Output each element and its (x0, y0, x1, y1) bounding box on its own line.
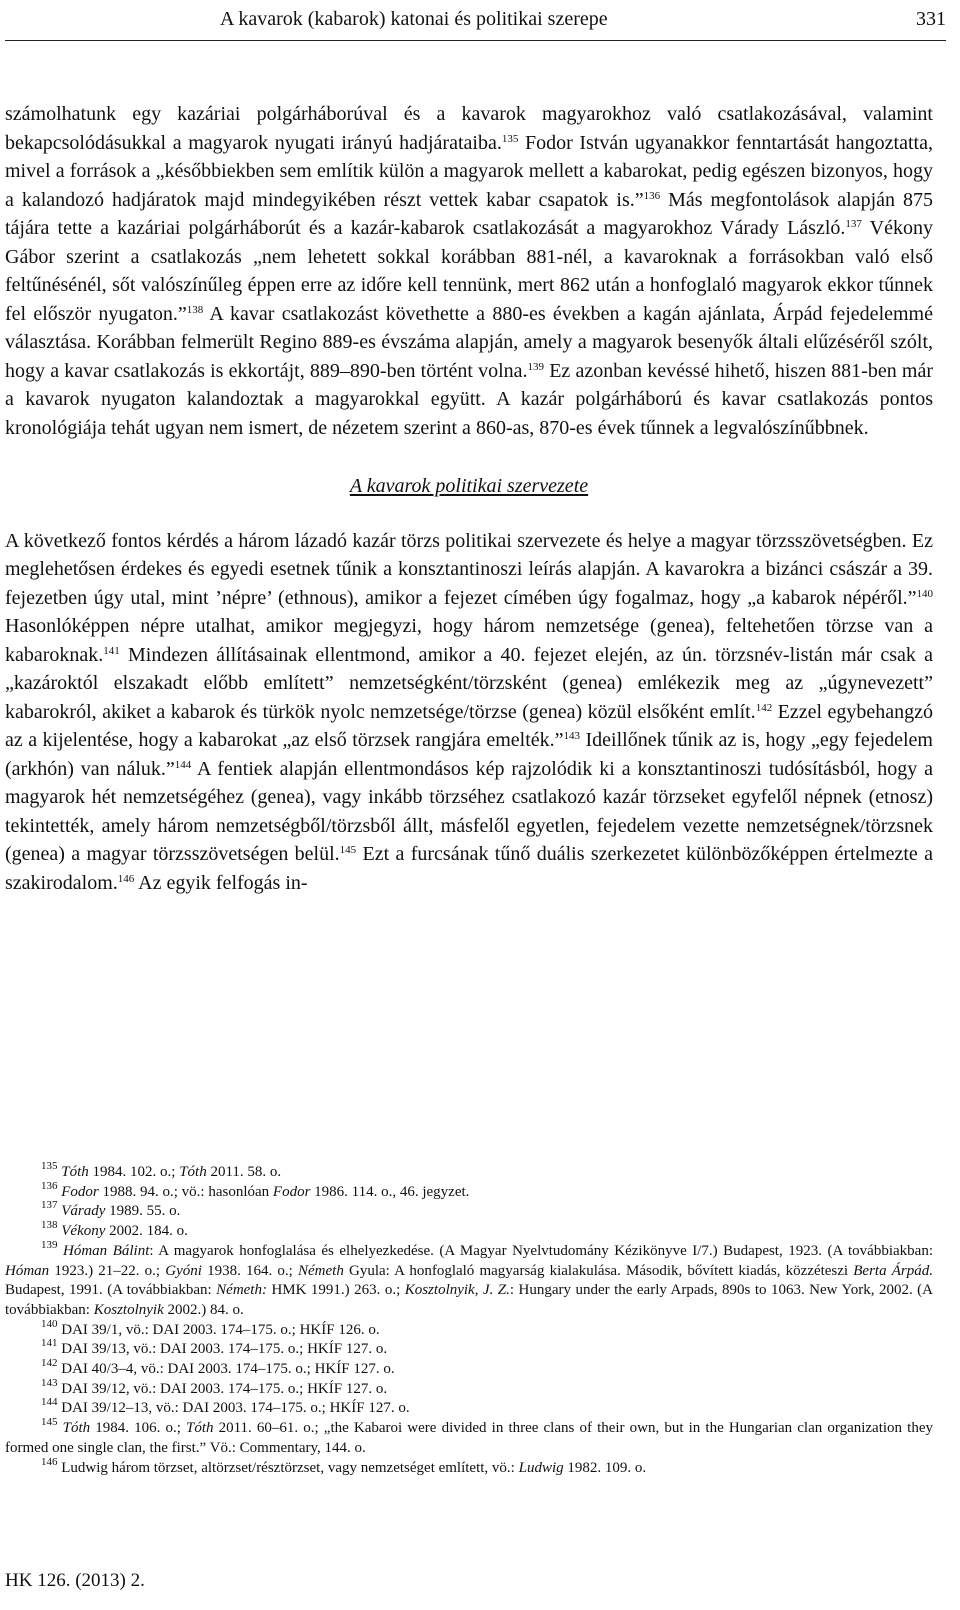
footnote-number: 137 (41, 1199, 58, 1212)
text-run: 2002.) 84. o. (163, 1301, 244, 1318)
text-run: A fentiek alapján ellentmondásos kép rajzolódik ki a konsztantinoszi tudósításból, hogy a magyarok hét nemzetségéhez (genea), vagy inkább törzséhez csatlakozó kazár törzseket egyfelől népnek (etnosz) tekintették, amely három nemzetségből/törzsből állt, másfelől egyetlen, fejedelem vezette nemzetségnek/törzsnek (genea) a magyar törzsszövetségen belül. (5, 757, 934, 865)
text-run: DAI 39/13, vö.: DAI 2003. 174–175. o.; HKÍF 127. o. (61, 1341, 388, 1358)
text-run: HMK 1991.) 263. o.; (266, 1282, 405, 1299)
text-run: DAI 39/12, vö.: DAI 2003. 174–175. o.; HKÍF 127. o. (61, 1380, 388, 1397)
text-run: Gyula: A honfoglaló magyarság kialakulása. Második, bővített kiadás, közzéteszi (343, 1262, 854, 1279)
footnote (5, 1455, 933, 1479)
footnote-ref[interactable]: 144 (174, 758, 192, 771)
author: Kosztolnyik (93, 1301, 164, 1318)
text-run: : A magyarok honfoglalása és elhelyezkedése. (A Magyar Nyelvtudomány Kézikönyve I/7.) Budapest, 1923. (A továbbiakban: (149, 1242, 933, 1259)
text-run: DAI 39/1, vö.: DAI 2003. 174–175. o.; HKÍF 126. o. (61, 1321, 380, 1338)
footnote-ref[interactable]: 143 (563, 730, 581, 742)
footnote (5, 1337, 933, 1360)
text-run: 1923.) 21–22. o.; (49, 1262, 166, 1279)
text-run: A következő fontos kérdés a három lázadó kazár törzs politikai szervezete és helye a magyar törzsszövetségben. Ez meglehetősen érdekes és egyedi esetnek tűnik a konsztantinoszi leírás alapján. A kavarokra a bizánci császár a 39. fejezetben úgy utal, mint ’népre’ (ethnous), amikor a fejezet címében úgy fogalmaz, hogy „a kabarok népéről.” (5, 529, 933, 609)
author: Fodor (272, 1183, 311, 1200)
text-run: 2002. 184. o. (105, 1223, 188, 1240)
author: Fodor (61, 1183, 99, 1200)
footnote-number: 143 (41, 1376, 58, 1389)
text-run: 2011. 60–61. o.; „the Kabaroi were divided in three clans of their own, but in the Hungarian clan organization they formed one single clan, the first.” Vö.: Commentary, 144. o. (5, 1420, 933, 1456)
footnote-number: 139 (41, 1238, 58, 1251)
footnote (5, 1199, 933, 1222)
footnote (5, 1219, 933, 1242)
footnote (5, 1416, 933, 1458)
footnote-ref[interactable]: 141 (103, 644, 120, 657)
text-run: 2011. 58. o. (206, 1164, 282, 1180)
author: Vékony (61, 1223, 106, 1240)
footnote (5, 1160, 933, 1183)
paragraph (5, 527, 933, 898)
footnote (5, 1179, 933, 1203)
footnote-number: 140 (41, 1317, 58, 1330)
text-run: 1984. 106. o.; (90, 1420, 186, 1437)
author: Berta Árpád. (853, 1262, 934, 1279)
text-run: Más megfontolások alapján 875 tájára tette a kazáriai polgárháborút és a kazár-kabarok csatlakozását a magyarokhoz Várady László. (5, 188, 933, 239)
text-run: Az egyik felfogás in- (134, 871, 308, 894)
footnote-number: 138 (41, 1219, 58, 1232)
main-text (5, 100, 933, 897)
author: Kosztolnyik, J. Z. (404, 1282, 510, 1299)
footnote-ref[interactable]: 135 (501, 132, 519, 145)
text-run: 1989. 55. o. (105, 1203, 181, 1220)
author: Tóth (61, 1164, 89, 1180)
footnote-ref[interactable]: 136 (643, 189, 661, 202)
author: Ludwig (518, 1459, 564, 1476)
footnote (5, 1238, 934, 1321)
running-title: A kavarok (kabarok) katonai és politikai szerepe (220, 8, 608, 30)
footnote (5, 1376, 933, 1400)
journal-issue: HK 126. (2013) 2. (5, 1570, 145, 1591)
footnote-number: 142 (41, 1357, 58, 1370)
text-run: Hasonlóképpen népre utalhat, amikor megjegyzi, hogy három nemzetsége (genea), feltehetően törzse van a kabaroknak. (5, 615, 933, 666)
section-title: A kavarok politikai szervezete (349, 475, 589, 497)
footnote (5, 1396, 933, 1419)
footnote-ref[interactable]: 145 (339, 844, 357, 856)
author: Tóth (62, 1420, 91, 1437)
text-run: Vékony Gábor szerint a csatlakozás „nem lehetett sokkal korábban 881-nél, a kavaroknak a forrásokban való első feltűnésénél, sőt valószínűleg éppen erre az időre kell tennünk, mert 862 után a honfoglaló magyarok ekkor tűnnek fel először nyugaton.” (5, 217, 933, 325)
text-run: Fodor István ugyanakkor fenntartását hangoztatta, mivel a források a „későbbiekben sem említik külön a magyarok mellett a kabarokat, pedig egészen bizonyos, hogy a kalandozó hadjáratok majd mindegyikében részt vettek kabar csapatok is.” (5, 131, 933, 211)
footnote-ref[interactable]: 140 (916, 587, 933, 600)
footnote-number: 135 (41, 1160, 58, 1172)
author: Tóth (179, 1164, 207, 1180)
footnote-number: 136 (41, 1179, 58, 1192)
text-run: 1938. 164. o.; (201, 1262, 298, 1279)
text-run: A kavar csatlakozást követhette a 880-es években a kagán ajánlata, Árpád fejedelemmé választása. Korábban felmerült Regino 889-es évszáma alapján, amely a magyarok besenyők általi elűzéséről szólt, hogy a kavar csatlakozás is ekkortájt, 889–890-ben történt volna. (5, 302, 933, 382)
footnote-number: 141 (41, 1337, 58, 1350)
text-run: : Hungary under the early Arpads, 890s to 1063. New York, 2002. (A továbbiakban: (5, 1282, 933, 1318)
text-run: DAI 40/3–4, vö.: DAI 2003. 174–175. o.; HKÍF 127. o. (61, 1361, 395, 1378)
footnote-ref[interactable]: 146 (117, 872, 135, 885)
author: Gyóni (165, 1262, 202, 1279)
author: Tóth (185, 1420, 214, 1437)
author: Várady (61, 1203, 106, 1220)
text-run: Budapest, 1991. (A továbbiakban: (5, 1282, 217, 1299)
page-number: 331 (916, 8, 946, 30)
text-run: számolhatunk egy kazáriai polgárháborúval és a kavarok magyarokhoz való csatlakozásával, valamint bekapcsolódásukkal a magyarok nyugati irányú hadjárataiba. (5, 103, 933, 154)
author: Hóman (5, 1262, 50, 1279)
footnote-ref[interactable]: 139 (527, 360, 544, 373)
text-run: 1982. 109. o. (563, 1459, 647, 1476)
footnote-ref[interactable]: 137 (845, 218, 862, 230)
footnote-number: 146 (41, 1455, 58, 1468)
footnotes (5, 1160, 934, 1478)
text-run: 1986. 114. o., 46. jegyzet. (310, 1183, 470, 1200)
footnote-number: 144 (41, 1396, 58, 1409)
text-run: 1984. 102. o.; (88, 1164, 180, 1180)
footnote-ref[interactable]: 142 (755, 701, 773, 714)
text-run: 1988. 94. o.; vö.: hasonlóan (98, 1183, 273, 1200)
running-header (5, 6, 946, 41)
text-run: DAI 39/12–13, vö.: DAI 2003. 174–175. o.; HKÍF 127. o. (61, 1400, 410, 1417)
paragraph (5, 100, 933, 442)
text-run: Ludwig három törzset, altörzset/résztörzset, vagy nemzetséget említett, vö.: (61, 1459, 519, 1476)
text-run: Ideillőnek tűnik az is, hogy „egy fejedelem (arkhón) van náluk.” (5, 729, 933, 780)
footnote (5, 1357, 933, 1380)
text-run: Mindezen állításainak ellentmond, amikor a 40. fejezet elején, az ún. törzsnév-listán már csak a „kazároktól elszakadt előbb említett” nemzetségként/törzsként (genea) emlékezik meg az „úgynevezett” kabarokról, akiket a kabarok és türkök nyolc nemzetsége/törzse (genea) közül elsőként említ. (5, 643, 933, 723)
footnote (5, 1317, 933, 1341)
footnote-ref[interactable]: 138 (186, 303, 204, 316)
author: Németh: (216, 1282, 267, 1299)
text-run: Ez azonban kevéssé hihető, hiszen 881-ben már a kavarok nyugaton kalandoztak a magyarokkal együtt. A kazár polgárháború és kavar csatlakozás pontos kronológiája tehát ugyan nem ismert, de nézetem szerint a 860-as, 870-es évek tűnnek a legvalószínűbbnek. (5, 359, 933, 439)
text-run: Ezt a furcsának tűnő duális szerkezetet különbözőképpen értelmezte a szakirodalom. (5, 843, 934, 894)
text-run: Ezzel egybehangzó az a kijelentése, hogy a kabarokat „az első törzsek rangjára emelték.” (5, 700, 933, 751)
author: Németh (298, 1262, 344, 1279)
author: Hóman Bálint (63, 1242, 150, 1259)
footnote-number: 145 (41, 1416, 58, 1429)
